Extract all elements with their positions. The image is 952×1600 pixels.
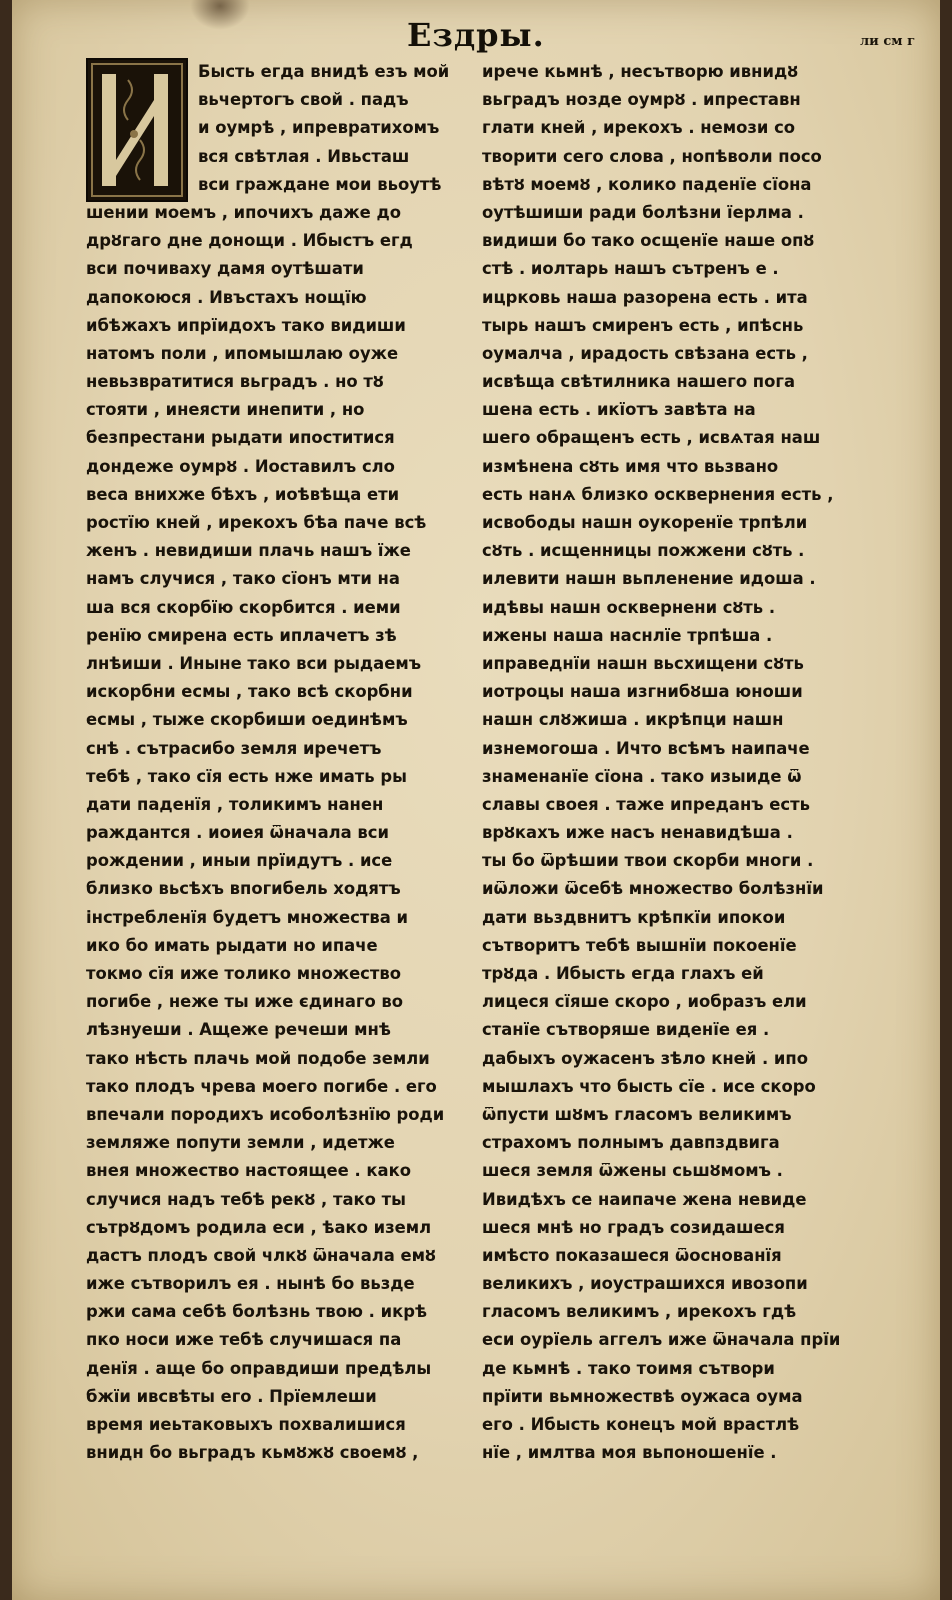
right-column-line: дати вьздвнитъ крѣпкїи ипокои [482,907,786,927]
left-column-line: иже сътворилъ ея . нынѣ бо вьзде [86,1274,415,1294]
left-column-line: внея множество настоящее . како [86,1161,411,1181]
left-column-line: сътрȣдомъ родила еси , ѣако иземл [86,1217,432,1237]
right-column-line: вѣтȣ моемȣ , колико паденїе сїона [482,174,812,194]
left-column-line: близко вьсѣхъ впогибель ходятъ [86,879,401,899]
right-column-line: дабыхъ оужасенъ зѣло кней . ипо [482,1048,808,1068]
left-column-line: ико бо имать рыдати но ипаче [86,935,378,955]
paper-stain [190,0,250,30]
left-column-line: рождении , иныи прїидутъ . исе [86,851,393,871]
left-column-line: шении моемъ , ипочихъ даже до [86,202,401,222]
folio-number: ли см г [860,34,916,49]
right-column-line: врȣкахъ иже насъ ненавидѣша . [482,823,793,843]
left-column-line: ренїю смирена есть иплачетъ зѣ [86,625,397,645]
left-column-line: земляже попути земли , идетже [86,1133,395,1153]
left-column-line: інстребленїя будетъ множества и [86,907,409,927]
right-column-line: ижены наша наснлїе трпѣша . [482,625,773,645]
left-column-line: вси граждане мои вьоутѣ [198,174,442,194]
right-column-line: видиши бо тако осщенїе наше опȣ [482,231,815,251]
left-column-line: есмы , тыже скорбиши оединѣмъ [86,710,408,730]
right-column-line: шего обращенъ есть , исвѧтая наш [482,428,821,448]
left-column-line: тако плодъ чрева моего погибе . его [86,1076,437,1096]
right-column-line: вьградъ нозде оумрȣ . ипреставн [482,90,801,110]
right-column [482,58,872,1467]
left-column-line: лѣзнуеши . Ащеже речеши мнѣ [86,1020,391,1040]
right-column-line: нашн слȣжиша . икрѣпци нашн [482,710,784,730]
left-column-line: намъ случися , тако сїонъ мти на [86,569,400,589]
right-column-line: гласомъ великимъ , ирекохъ гдѣ [482,1302,797,1322]
left-column-line: время иеьтаковыхъ похвалишися [86,1415,406,1434]
running-title: Ездры. [407,16,545,54]
right-column-line: идѣвы нашн осквернени сȣть . [482,597,776,617]
left-column-line: раждантся . иоиея ѿначала вси [86,823,389,843]
left-column-line: натомъ поли , ипомышлаю оуже [86,343,399,363]
left-column-line: впечали породихъ исоболѣзнїю роди [86,1104,445,1124]
right-column-line: стѣ . иолтарь нашъ сътренъ е . [482,259,779,279]
right-column-line: ты бо ѿрѣшии твои скорби многи . [482,851,814,871]
left-column-line: Бысть егда внидѣ езъ мой [198,62,450,81]
right-column-line: изнемогоша . Ичто всѣмъ наипаче [482,738,810,758]
right-column-line: илевити нашн вьпленение идоша . [482,569,816,589]
right-column-line: иѿложи ѿсебѣ множество болѣзнїи [482,879,824,899]
right-column-line: есть нанѧ близко осквернения есть , [482,484,834,504]
right-column-line: знаменанїе сїона . тако изыиде ѿ [482,766,802,786]
right-column-line: глати кней , ирекохъ . немози со [482,118,796,138]
right-column-line: сътворитъ тебѣ вышнїи покоенїе [482,935,797,955]
right-column-line: славы своея . таже ипреданъ есть [482,794,811,814]
left-column-line: дапокоюся . Ивъстахъ нощїю [86,287,367,307]
left-column-line: лнѣиши . Иныне тако вси рыдаемъ [86,653,422,673]
right-column-line: исвѣща свѣтилника нашего пога [482,372,796,392]
right-column-line: прїити вьмножествѣ оужаса оума [482,1386,803,1406]
right-column-line: ирече кьмнѣ , несътворю ивнидȣ [482,62,798,81]
left-column-line: искорбни есмы , тако всѣ скорбни [86,682,413,702]
left-column-line: невьзвратитися вьградъ . но тȣ [86,372,384,392]
right-column-line: лицеся сїяше скоро , иобразъ ели [482,992,807,1012]
left-column-line: внидн бо вьградъ кьмȣжȣ своемȣ , [86,1443,419,1463]
right-column-line: де кьмнѣ . тако тоимя сътвори [482,1358,775,1378]
right-column-line: шена есть . икїотъ завѣта на [482,400,756,420]
left-column-line: бжїи ивсвѣты его . Прїемлеши [86,1386,377,1406]
left-column-line: безпрестани рыдати ипоститися [86,428,395,448]
left-column-line: ша вся скорбїю скорбится . иеми [86,597,401,617]
right-column-line: иотроцы наша изгнибȣша юноши [482,682,803,702]
right-column-line: измѣнена сȣть имя что вьзвано [482,456,779,476]
left-column-line: ростїю кней , ирекохъ бѣа паче всѣ [86,513,427,532]
left-column-line: снѣ . сътрасибо земля иречетъ [86,738,382,758]
left-column-line: ибѣжахъ ипрїидохъ тако видиши [86,315,406,335]
right-column-line: Ивидѣхъ се наипаче жена невиде [482,1189,807,1209]
left-column-line: вси почиваху дамя оутѣшати [86,259,364,279]
right-column-line: ѿпусти шȣмъ гласомъ великимъ [482,1104,792,1124]
right-column-line: мышлахъ что бысть сїе . исе скоро [482,1076,816,1096]
right-column-line: ицрковь наша разорена есть . ита [482,287,808,307]
left-column-line: дати паденїя , толикимъ нанен [86,794,384,814]
right-column-line: творити сего слова , нопѣволи посо [482,146,822,166]
left-column-line: вся свѣтлая . Ивьсташ [198,146,410,166]
left-column-line: денїя . аще бо оправдиши предѣлы [86,1358,432,1378]
book-page [12,0,940,1600]
right-column-line: нїе , имлтва моя вьпоношенїе . [482,1443,777,1463]
left-column-line: и оумрѣ , ипревратихомъ [198,118,440,138]
right-column-line: иправеднїи нашн вьсхищени сȣть [482,653,804,673]
right-column-line: еси оурїель аггелъ иже ѿначала прїи [482,1330,841,1350]
left-column-line: погибе , неже ты иже єдинаго во [86,992,404,1012]
left-column-line: дрȣгаго дне донощи . Ибыстъ егд [86,231,413,251]
right-column-line: оутѣшиши ради болѣзни їерлма . [482,202,804,222]
right-column-line: станїе сътворяше виденїе ея . [482,1020,770,1040]
left-column-line: пко носи иже тебѣ случишася па [86,1330,402,1350]
right-column-line: исвободы нашн оукоренїе трпѣли [482,513,808,532]
left-column-line: случися надъ тебѣ рекȣ , тако ты [86,1189,406,1209]
right-column-line: шеся мнѣ но градъ созидашеся [482,1217,785,1237]
left-column-line: дондеже оумрȣ . Иоставилъ сло [86,456,395,476]
right-column-line: имѣсто показашеся ѿоснованїя [482,1245,782,1265]
left-column-line: ржи сама себѣ болѣзнь твою . икрѣ [86,1302,428,1322]
right-column-line: страхомъ полнымъ давпздвига [482,1133,780,1153]
left-column-line: тако нѣсть плачь мой подобе земли [86,1048,430,1068]
left-column [86,58,476,1467]
left-column-line: стояти , инеясти инепити , но [86,400,365,420]
right-column-line: шеся земля ѿжены сьшȣмомъ . [482,1161,783,1181]
right-column-line: трȣда . Ибысть егда глахъ ей [482,964,764,983]
right-column-line: его . Ибысть конецъ мой врастлѣ [482,1415,800,1434]
left-column-line: вьчертогъ свой . падъ [198,90,409,110]
right-column-line: великихъ , иоустрашихся ивозопи [482,1274,808,1294]
right-column-line: сȣть . исщенницы пожжени сȣть . [482,541,805,561]
left-column-line: женъ . невидиши плачь нашъ їже [86,541,411,561]
right-column-line: оумалча , ирадость свѣзана есть , [482,343,808,363]
left-column-line: веса внихже бѣхъ , иоѣвѣща ети [86,484,400,504]
left-column-line: токмо сїя иже толико множество [86,964,402,983]
left-column-line: дастъ плодъ свой члкȣ ѿначала емȣ [86,1245,436,1265]
left-column-line: тебѣ , тако сїя есть нже имать ры [86,766,407,786]
right-column-line: тырь нашъ смиренъ есть , ипѣснь [482,315,804,335]
